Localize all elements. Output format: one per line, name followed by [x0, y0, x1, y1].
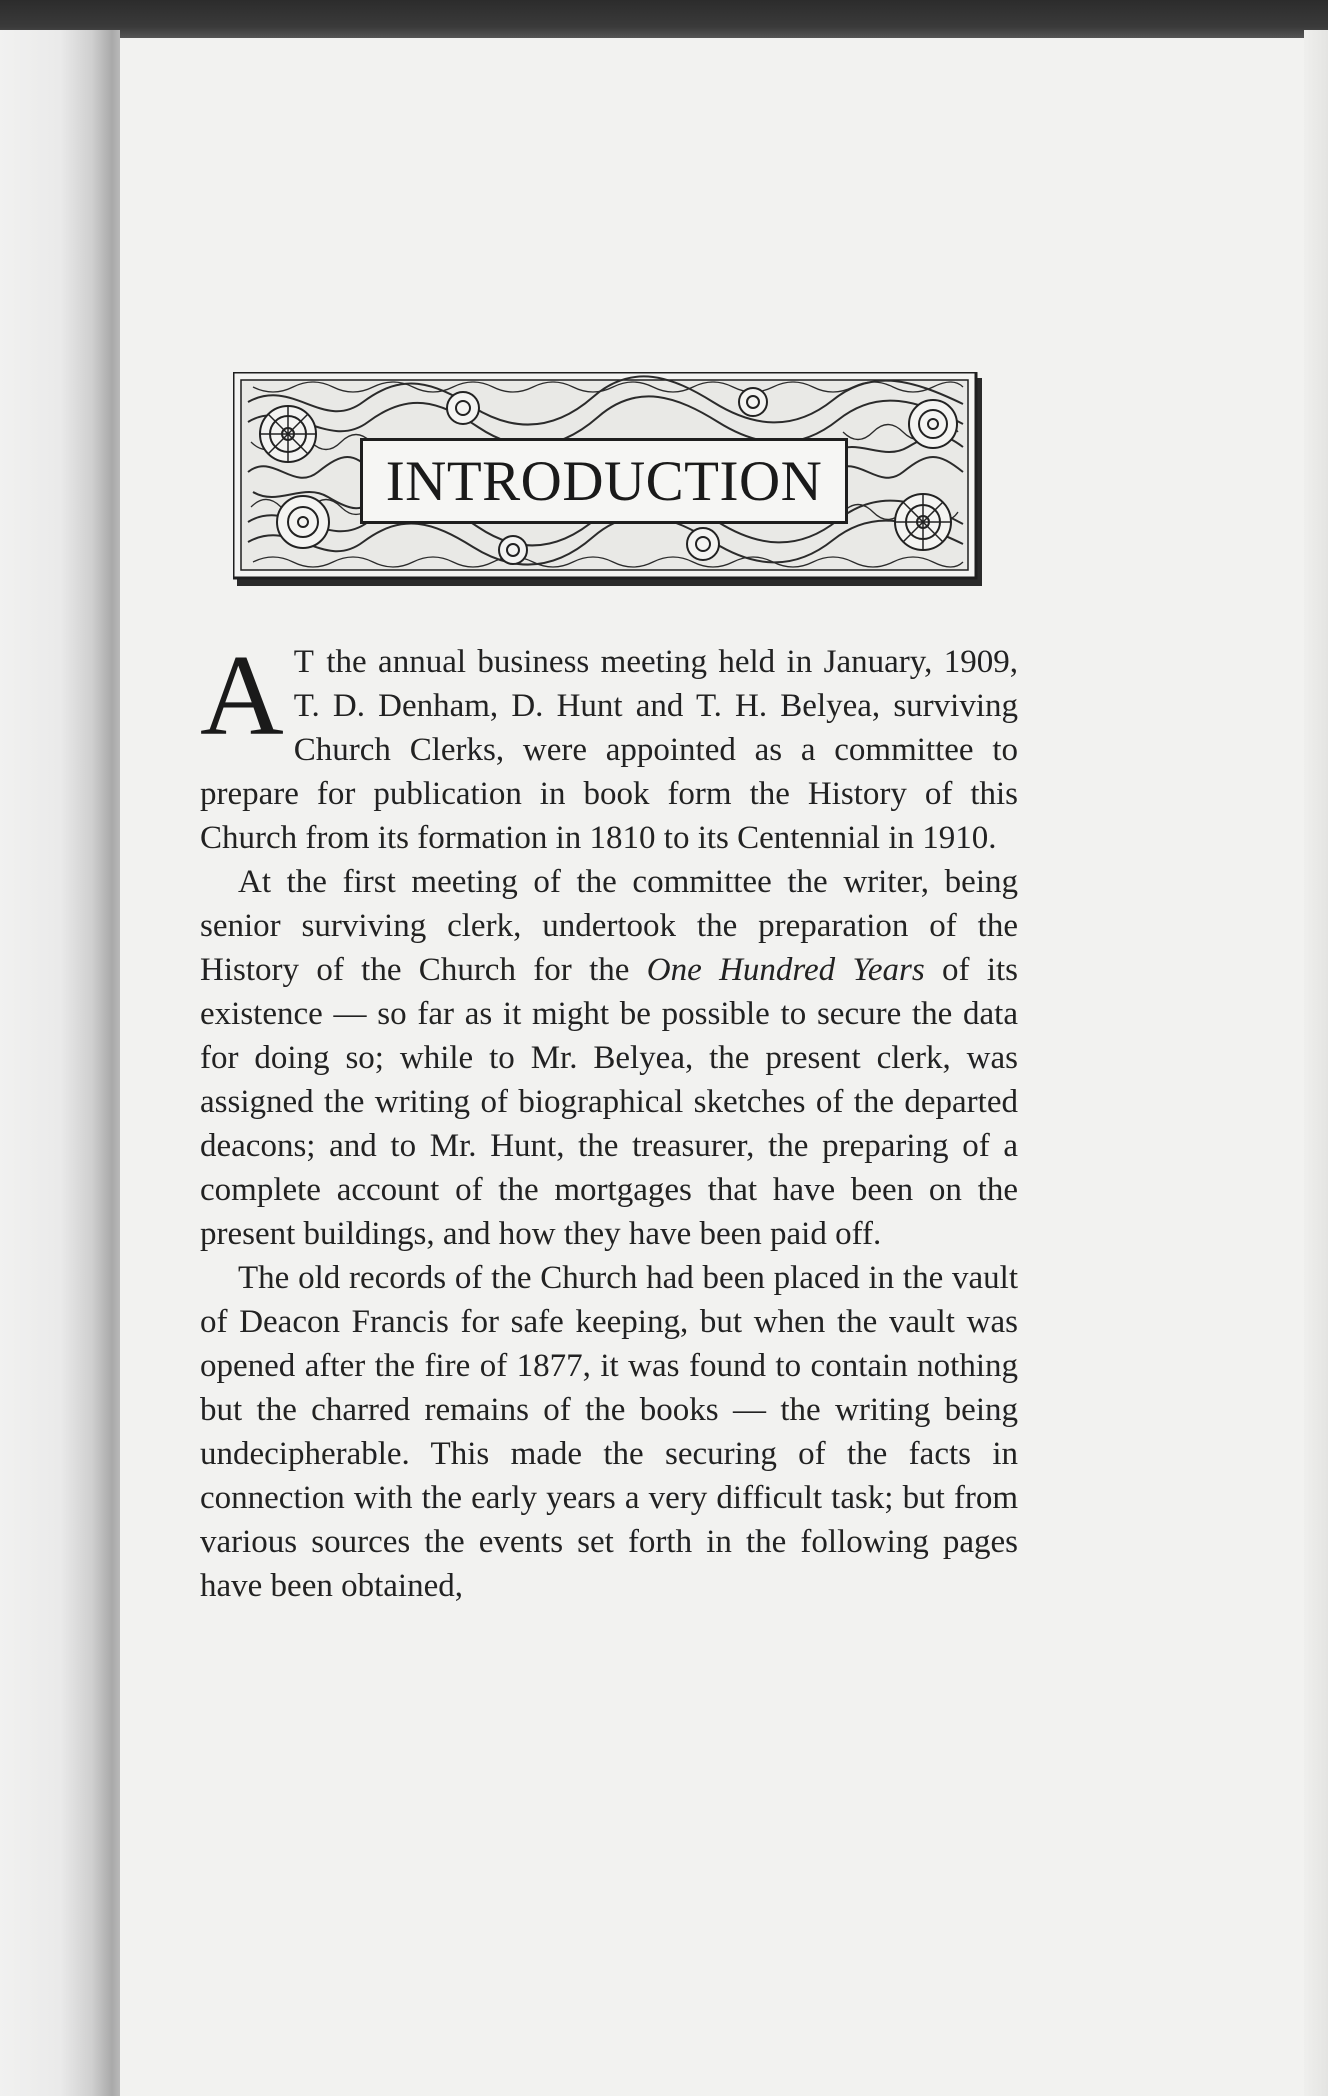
paragraph-3-text: The old records of the Church had been placed in the vault of Deacon Francis for safe keeping, but when the vault was opened after the fire of 1877, it was found to contain nothing but the charred remains of the books — the writing being undecipherable. This made the securing of the facts in connection with the early years a very difficult task; but from various sources the events set forth in the following pages have been obtained,	[200, 1260, 1018, 1604]
scanner-top-band	[0, 0, 1328, 38]
paragraph-2	[200, 860, 1018, 1256]
paragraph-3	[200, 1256, 1018, 1608]
page-title: INTRODUCTION	[360, 438, 848, 524]
paragraph-2-text-a: At the first meeting of the committee the writer, being senior surviving clerk, undertook the preparation of the History of the Church for the	[200, 864, 1018, 988]
body-text	[200, 632, 1019, 1608]
right-page-edge	[1304, 30, 1328, 2096]
paragraph-1-text: the annual business meeting held in January, 1909, T. D. Denham, D. Hunt and T. H. Belyea, surviving Church Clerks, were appointed as a committee to prepare for publication in book form the History of this Church from its formation in 1810 to its Centennial in 1910.	[200, 644, 1018, 856]
paragraph-2-text-b: of its existence — so far as it might be possible to secure the data for doing so; while to Mr. Belyea, the present clerk, was assigned the writing of biographical sketches of the departed deacons; and to Mr. Hunt, the treasurer, the preparing of a complete account of the mortgages that have been on the present buildings, and how they have been paid off.	[200, 952, 1019, 1252]
drop-cap: A	[200, 632, 284, 760]
paragraph-1	[200, 632, 1018, 860]
paragraph-1-lead: T	[293, 644, 315, 680]
left-page-edge	[0, 30, 120, 2096]
paragraph-2-italic: One Hundred Years	[646, 952, 925, 988]
